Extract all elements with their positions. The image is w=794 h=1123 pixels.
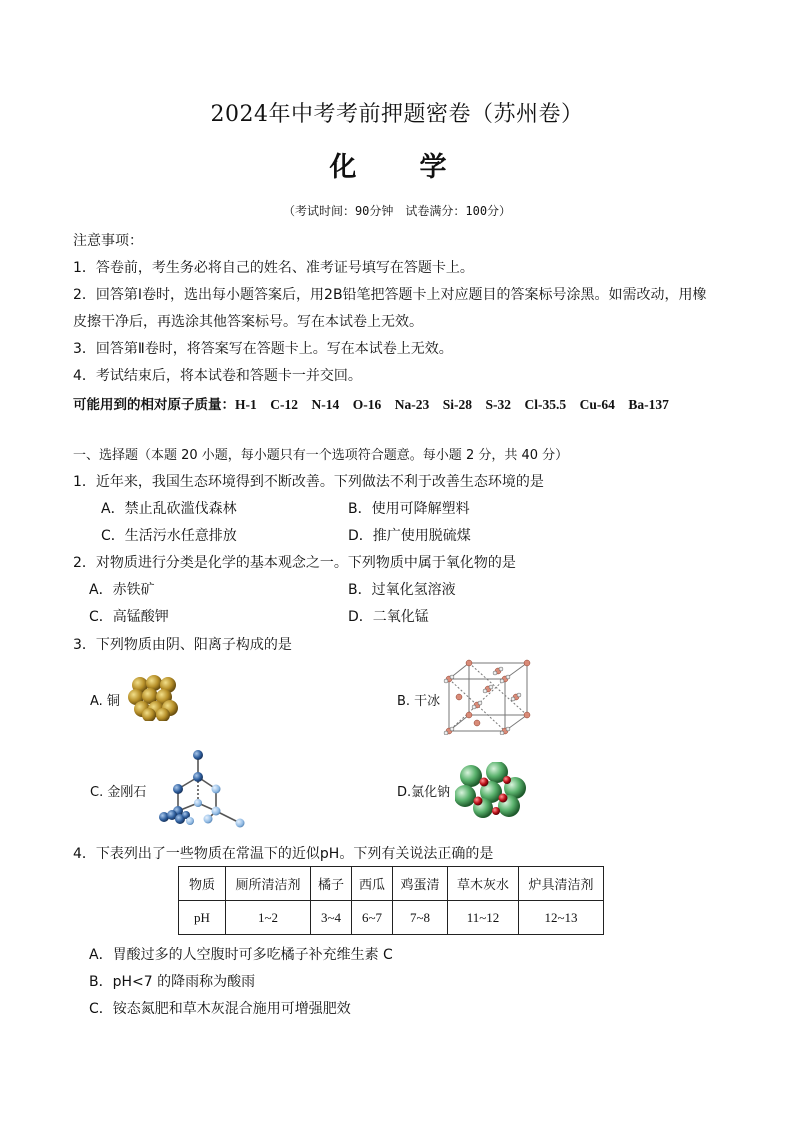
ph-table-cell: 6~7 [352,901,393,935]
q4-option-b: B．pH<7 的降雨称为酸雨 [89,974,256,990]
q3-option-d-label: D.氯化钠 [397,785,451,800]
q2-option-c: C．高锰酸钾 [89,609,169,625]
copper-lattice-image [128,675,180,721]
ph-table-header: 炉具清洁剂 [519,867,604,901]
notice-item-2-cont: 皮擦干净后，再选涂其他答案标号。写在本试卷上无效。 [73,314,423,330]
notice-item-2: 2．回答第Ⅰ卷时，选出每小题答案后，用2B铅笔把答题卡上对应题目的答案标号涂黑。如需改动，用橡 [73,287,707,303]
ph-table-header: 草木灰水 [448,867,519,901]
q3-option-a-label: A. 铜 [90,694,120,709]
section-heading: 一、选择题（本题 20 小题，每小题只有一个选项符合题意。每小题 2 分，共 40 分） [73,448,569,463]
ph-table-header: 橘子 [311,867,352,901]
ph-table-cell: 12~13 [519,901,604,935]
q1-stem: 1．近年来，我国生态环境得到不断改善。下列做法不利于改善生态环境的是 [73,474,544,490]
atomic-mass-line: 可能用到的相对原子质量：H-1 C-12 N-14 O-16 Na-23 Si-28 S-32 Cl-35.5 Cu-64 Ba-137 [73,397,669,412]
ph-table-header: 物质 [179,867,226,901]
exam-meta: （考试时间：90分钟 试卷满分：100分） [282,204,512,218]
ph-table-value-row [179,901,604,935]
q3-option-b-label: B. 干冰 [397,694,441,709]
ph-table-cell: 7~8 [393,901,448,935]
ph-table-header: 厕所清洁剂 [226,867,311,901]
ph-table-cell: pH [179,901,226,935]
ph-table-header: 鸡蛋清 [393,867,448,901]
ph-table-cell: 1~2 [226,901,311,935]
ph-table-cell: 3~4 [311,901,352,935]
q1-option-c: C．生活污水任意排放 [101,528,237,544]
notice-item-1: 1．答卷前，考生务必将自己的姓名、准考证号填写在答题卡上。 [73,260,474,276]
q2-option-d: D．二氧化锰 [348,609,429,625]
q1-option-a: A．禁止乱砍滥伐森林 [101,501,237,517]
notice-item-4: 4．考试结束后，将本试卷和答题卡一并交回。 [73,368,362,384]
diamond-lattice-image [150,745,250,830]
notice-item-3: 3．回答第Ⅱ卷时，将答案写在答题卡上。写在本试卷上无效。 [73,341,453,357]
q4-option-a: A．胃酸过多的人空腹时可多吃橘子补充维生素 C [89,947,393,963]
ph-table-cell: 11~12 [448,901,519,935]
subject-title: 化 学 [329,152,465,183]
exam-title: 2024年中考考前押题密卷（苏州卷） [210,102,584,127]
ph-table-header: 西瓜 [352,867,393,901]
q1-option-b: B．使用可降解塑料 [348,501,470,517]
sodium-chloride-lattice-image [455,762,527,818]
q2-stem: 2．对物质进行分类是化学的基本观念之一。下列物质中属于氧化物的是 [73,555,516,571]
q4-option-c: C．铵态氮肥和草木灰混合施用可增强肥效 [89,1001,351,1017]
q2-option-a: A．赤铁矿 [89,582,155,598]
q4-stem: 4．下表列出了一些物质在常温下的近似pH。下列有关说法正确的是 [73,846,494,862]
notice-heading: 注意事项： [73,233,143,249]
ph-table-header-row [179,867,604,901]
q2-option-b: B．过氧化氢溶液 [348,582,456,598]
q3-stem: 3．下列物质由阴、阳离子构成的是 [73,637,292,653]
q1-option-d: D．推广使用脱硫煤 [348,528,471,544]
ph-table [178,866,604,935]
dry-ice-lattice-image [443,657,533,735]
q3-option-c-label: C. 金刚石 [90,785,147,800]
